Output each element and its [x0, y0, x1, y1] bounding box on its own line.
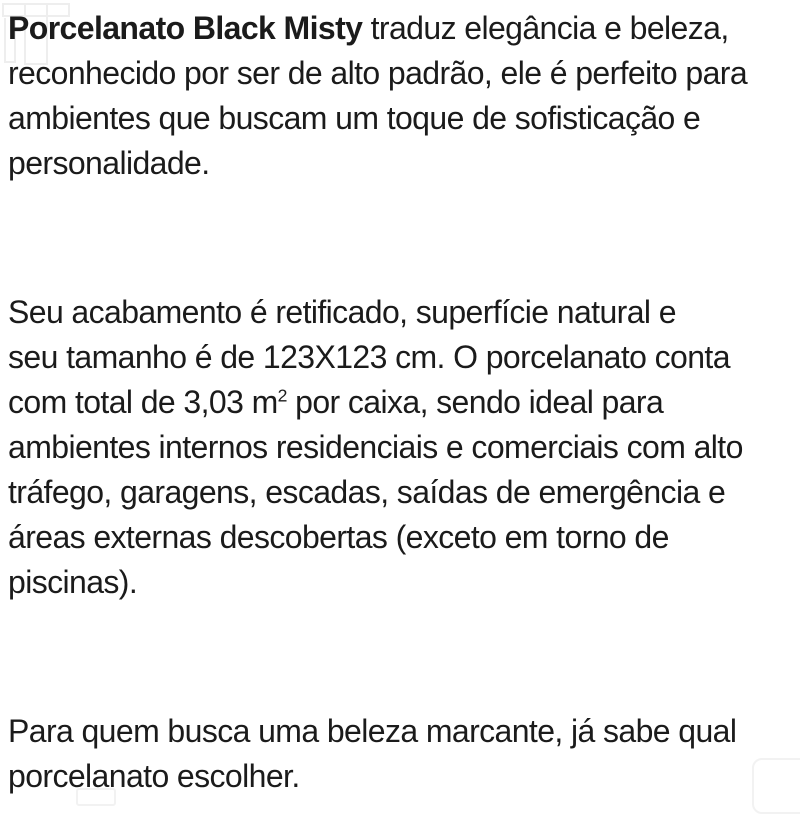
text-line: ambientes que buscam um toque de sofisticação e: [8, 100, 701, 136]
text-line: tráfego, garagens, escadas, saídas de emergência e: [8, 474, 726, 510]
text-line: piscinas).: [8, 564, 138, 600]
superscript: 2: [277, 385, 287, 406]
text-line: reconhecido por ser de alto padrão, ele é perfeito para: [8, 55, 748, 91]
text-line: áreas externas descobertas (exceto em torno de: [8, 519, 669, 555]
text-line: com total de 3,03 $m^2$ por caixa, sendo ideal para: [8, 384, 664, 420]
text-line: Para quem busca uma beleza marcante, já sabe qual: [8, 713, 737, 749]
text-line: porcelanato escolher.: [8, 758, 300, 794]
text-line: personalidade.: [8, 145, 210, 181]
description-text: [8, 6, 780, 799]
text-line: Porcelanato Black Misty traduz elegância e beleza,: [8, 10, 729, 46]
paragraph: [8, 6, 780, 186]
text-line: Seu acabamento é retificado, superfície natural e: [8, 294, 676, 330]
paragraph: [8, 709, 780, 799]
product-name: Porcelanato Black Misty: [8, 10, 363, 46]
paragraph: [8, 290, 780, 605]
text-line: ambientes internos residenciais e comerciais com alto: [8, 429, 743, 465]
text-line: seu tamanho é de 123X123 cm. O porcelanato conta: [8, 339, 730, 375]
